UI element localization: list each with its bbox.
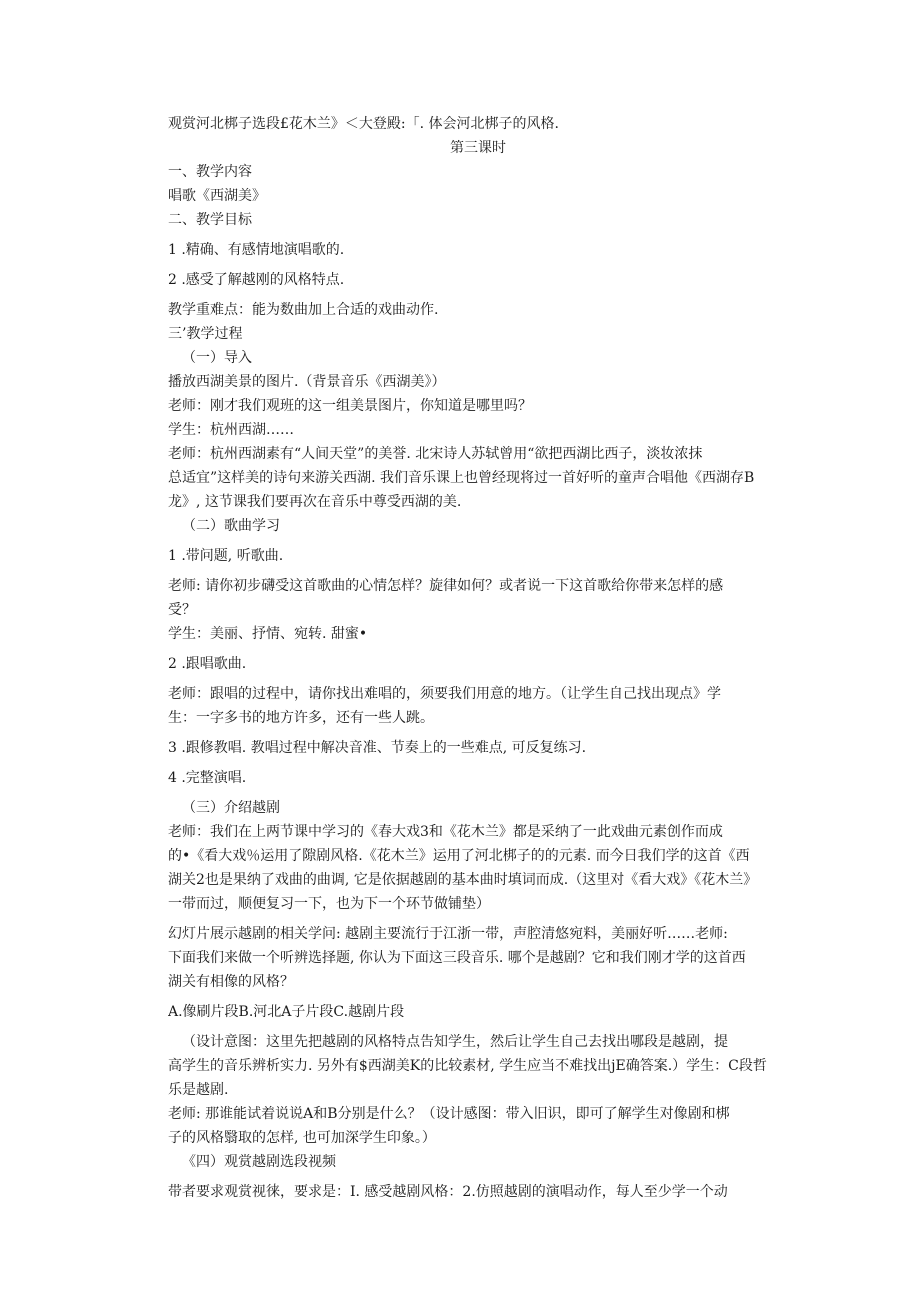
heading-content: 一、教学内容 [168, 164, 252, 180]
paragraph-line: 老师：杭州西湖素有“人间天堂”的美誉. 北宋诗人苏轼曾用“欲把西湖比西子，淡妆浓抹 [168, 446, 703, 462]
paragraph-line: （设计意图：这里先把越剧的风格特点告知学生，然后让学生自己去找出哪段是越剧，提 [182, 1034, 728, 1050]
paragraph-line: 老师：跟唱的过程中，请你找出难唱的，须要我们用意的地方。（让学生自己找出现点》学 [168, 686, 721, 702]
goal-item-2: 2 .感受了解越刚的风格特点. [168, 272, 345, 288]
paragraph-line: 学生：美丽、抒情、宛转. 甜蜜• [168, 626, 368, 642]
paragraph-line: 乐是越剧. [168, 1082, 229, 1098]
step-item-3: 3 .跟修教唱. 教唱过程中解决音准、节奏上的一些难点, 可反复练习. [168, 740, 587, 756]
paragraph-line: 湖关2也是果纳了戏曲的曲调, 它是依据越剧的基本曲时填词而成.（这里对《看大戏》《花木兰》 [168, 872, 758, 888]
song-line: 唱歌《西湖美》 [168, 188, 266, 204]
key-points: 教学重难点：能为数曲加上合适的戏曲动作. [168, 302, 439, 318]
paragraph-line: 老师: 那谁能试着说说A和B分别是什么？（设计感图：带入旧识，即可了解学生对像剧和梆 [168, 1106, 730, 1122]
section-intro: （一）导入 [182, 350, 252, 366]
choice-options: A.像刷片段B.河北A子片段C.越剧片段 [168, 1004, 405, 1020]
paragraph-line: 下面我们来做一个听辨选择题, 你认为下面这三段音乐. 哪个是越剧？它和我们刚才学的这首西 [168, 950, 746, 966]
section-song-study: （二）歌曲学习 [182, 518, 280, 534]
paragraph-line: 老师: 请你初步礴受这首歌曲的心情怎样？旋律如何？或者说一下这首歌给你带来怎样的感 [168, 578, 724, 594]
paragraph-line: 湖关有相像的风格？ [168, 974, 294, 990]
heading-process: 三’教学过程 [168, 326, 243, 342]
step-item-1: 1 .带问题, 听歌曲. [168, 548, 284, 564]
lesson-title: 第三课时 [450, 140, 506, 156]
document-page [168, 112, 788, 1204]
goal-item-1: 1 .精确、有感情地演唱歌的. [168, 242, 345, 258]
intro-line: 观赏河北梆子选段£花木兰》＜大登殿:「. 体会河北梆子的风格. [168, 116, 559, 132]
heading-goals: 二、教学目标 [168, 212, 252, 228]
paragraph-line: 子的风格翳取的怎样, 也可加深学生印象。） [168, 1130, 436, 1146]
paragraph-line: 受？ [168, 602, 196, 618]
paragraph-line: 生：一字多书的地方许多，还有一些人跳。 [168, 710, 434, 726]
paragraph-line: 总适宜”这样美的诗句来游关西湖. 我们音乐课上也曾经现将过一首好听的童声合唱他《西湖存B [168, 470, 755, 486]
paragraph-line: 学生：杭州西湖…… [168, 422, 294, 438]
paragraph-line: 幻灯片展示越剧的相关学问: 越剧主要流行于江浙一带，声腔清悠宛料，美丽好听……老师: [168, 926, 728, 942]
step-item-4: 4 .完整演唱. [168, 770, 247, 786]
step-item-2: 2 .跟唱歌曲. [168, 656, 247, 672]
paragraph-line: 老师：我们在上两节课中学习的《春大戏3和《花木兰》都是采纳了一此戏曲元素创作而成 [168, 824, 723, 840]
paragraph-line: 带者要求观赏视徕，要求是：I. 感受越剧风格：2.仿照越剧的演唱动作，每人至少学一个动 [168, 1184, 728, 1200]
section-yue-opera: （三）介绍越剧 [182, 800, 280, 816]
paragraph-line: 老师：刚才我们观班的这一组美景图片，你知道是哪里吗？ [168, 398, 532, 414]
paragraph-line: 播放西湖美景的图片.（背景音乐《西湖美》） [168, 374, 446, 390]
paragraph-line: 龙》, 这节课我们要再次在音乐中尊受西湖的美. [168, 494, 462, 510]
paragraph-line: 一带而过，顺便复习一下，也为下一个环节做铺垫） [168, 896, 490, 912]
paragraph-line: 的•《看大戏％运用了隙剧风格.《花木兰》运用了河北梆子的的元素. 而今日我们学的这首《西 [168, 848, 750, 864]
section-video: 《四）观赏越剧选段视频 [182, 1154, 336, 1170]
paragraph-line: 高学生的音乐辨析实力. 另外有$西湖美K的比较素材, 学生应当不难找出jE确答案.）学生：C段哲 [168, 1058, 767, 1074]
